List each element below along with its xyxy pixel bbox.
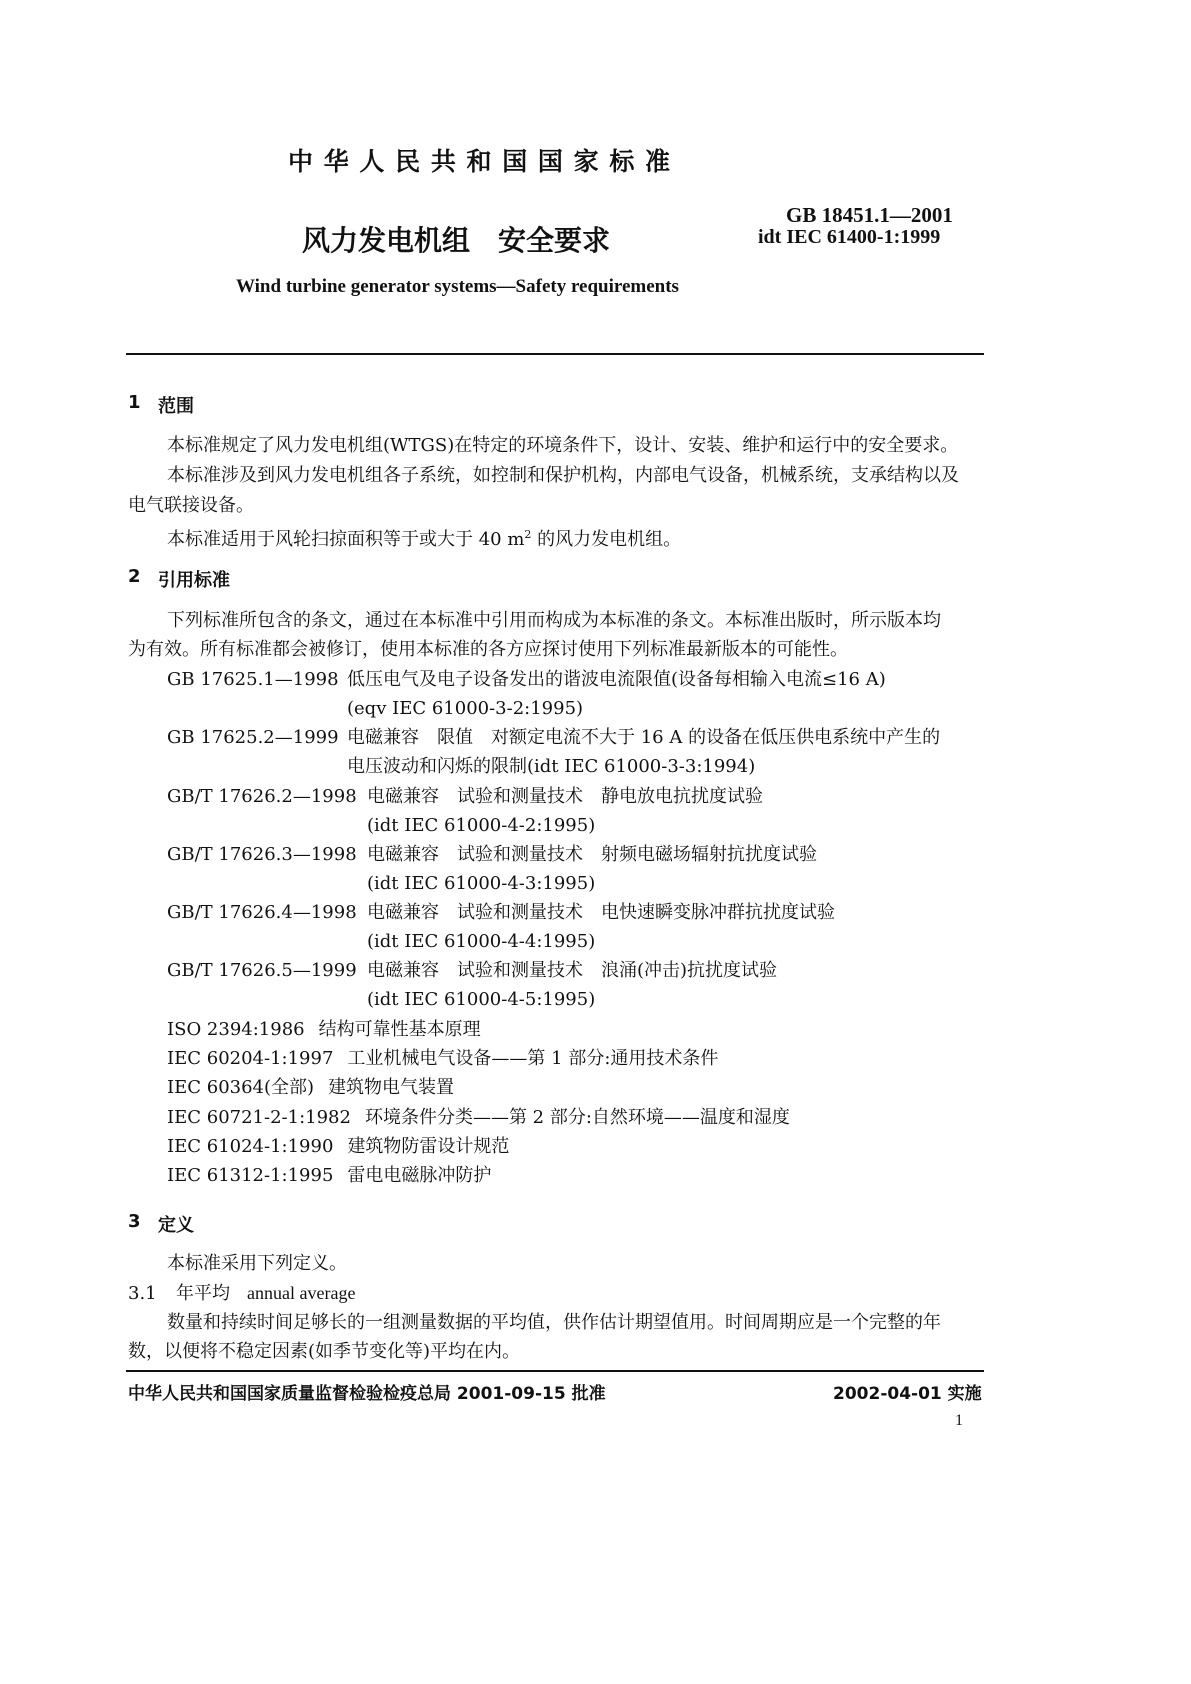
reference-title: 环境条件分类——第 2 部分:自然环境——温度和湿度	[364, 1107, 790, 1128]
reference-equivalence: (idt IEC 61000-4-3:1995)	[367, 873, 596, 894]
reference-code: GB/T 17626.5—1999	[167, 960, 357, 981]
reference-entry	[167, 1043, 718, 1074]
reference-code: GB/T 17626.2—1998	[167, 786, 357, 807]
reference-code: GB 17625.2—1999	[167, 727, 339, 748]
reference-entry	[167, 1131, 509, 1162]
section-1-paragraph-2-line-2: 电气联接设备。	[128, 495, 254, 516]
p3-text-pre: 本标准适用于风轮扫掠面积等于或大于 40 m	[167, 529, 525, 550]
reference-equivalence: 电压波动和闪烁的限制(idt IEC 61000-3-3:1994)	[347, 756, 756, 777]
reference-title: 电磁兼容 试验和测量技术 射频电磁场辐射抗扰度试验	[367, 844, 817, 865]
reference-code: GB/T 17626.3—1998	[167, 844, 357, 865]
definition-text-line-2: 数，以便将不稳定因素(如季节变化等)平均在内。	[128, 1341, 521, 1362]
reference-title: 电磁兼容 试验和测量技术 静电放电抗扰度试验	[367, 786, 763, 807]
document-title-en: Wind turbine generator systems—Safety requirements	[236, 276, 679, 297]
section-3-intro: 本标准采用下列定义。	[167, 1253, 347, 1274]
reference-code: IEC 61312-1:1995	[167, 1165, 334, 1186]
p3-superscript: 2	[524, 528, 532, 541]
reference-title: 电磁兼容 试验和测量技术 电快速瞬变脉冲群抗扰度试验	[367, 902, 835, 923]
reference-title: 低压电气及电子设备发出的谐波电流限值(设备每相输入电流≤16 A)	[347, 669, 886, 690]
section-1-paragraph-1: 本标准规定了风力发电机组(WTGS)在特定的环境条件下，设计、安装、维护和运行中的安全要求。	[167, 435, 959, 456]
section-2-intro-line-1: 下列标准所包含的条文，通过在本标准中引用而构成为本标准的条文。本标准出版时，所示版本均	[167, 610, 941, 631]
definition-term-en: annual average	[247, 1283, 356, 1303]
reference-code: GB 17625.1—1998	[167, 669, 339, 690]
standard-number: GB 18451.1—2001	[786, 203, 953, 227]
reference-entry	[167, 1014, 481, 1045]
reference-code: IEC 60204-1:1997	[167, 1048, 334, 1069]
section-1-heading: 范围	[158, 396, 194, 417]
header-rule	[126, 353, 984, 355]
p3-text-post: 的风力发电机组。	[531, 529, 682, 550]
reference-title: 电磁兼容 试验和测量技术 浪涌(冲击)抗扰度试验	[367, 960, 778, 981]
definition-text-line-1: 数量和持续时间足够长的一组测量数据的平均值，供作估计期望值用。时间周期应是一个完整的年	[167, 1312, 941, 1333]
reference-title: 建筑物电气装置	[328, 1077, 455, 1098]
reference-title: 结构可靠性基本原理	[318, 1019, 481, 1040]
standard-equivalence: idt IEC 61400-1:1999	[758, 226, 941, 248]
reference-code: GB/T 17626.4—1998	[167, 902, 357, 923]
reference-equivalence: (idt IEC 61000-4-4:1995)	[367, 931, 596, 952]
section-1-number: 1	[128, 392, 141, 413]
reference-entry	[167, 1160, 491, 1191]
section-3-heading: 定义	[158, 1215, 194, 1236]
document-title-cn: 风力发电机组 安全要求	[302, 224, 611, 257]
reference-code: IEC 61024-1:1990	[167, 1136, 334, 1157]
section-3-number: 3	[128, 1211, 141, 1232]
approval-line: 中华人民共和国国家质量监督检验检疫总局 2001-09-15 批准	[128, 1384, 606, 1404]
national-standard-heading: 中 华 人 民 共 和 国 国 家 标 准	[288, 147, 672, 176]
reference-title: 电磁兼容 限值 对额定电流不大于 16 A 的设备在低压供电系统中产生的	[347, 727, 941, 748]
reference-title: 建筑物防雷设计规范	[347, 1136, 510, 1157]
section-1-paragraph-3	[167, 519, 681, 555]
reference-equivalence: (idt IEC 61000-4-5:1995)	[367, 989, 596, 1010]
definition-term-cn: 年平均	[176, 1283, 230, 1304]
section-2-number: 2	[128, 566, 141, 587]
reference-code: IEC 60364(全部)	[167, 1077, 315, 1098]
reference-title: 工业机械电气设备——第 1 部分:通用技术条件	[347, 1048, 719, 1069]
section-1-paragraph-2-line-1: 本标准涉及到风力发电机组各子系统，如控制和保护机构，内部电气设备，机械系统，支承结构以及	[167, 465, 959, 486]
reference-title: 雷电电磁脉冲防护	[347, 1165, 492, 1186]
reference-equivalence: (eqv IEC 61000-3-2:1995)	[347, 698, 584, 719]
reference-entry	[167, 1102, 790, 1133]
effective-date: 2002-04-01 实施	[833, 1384, 982, 1404]
reference-equivalence: (idt IEC 61000-4-2:1995)	[367, 815, 596, 836]
definition-number: 3.1	[128, 1283, 157, 1304]
reference-entry	[167, 1072, 454, 1103]
reference-code: ISO 2394:1986	[167, 1019, 305, 1040]
section-2-heading: 引用标准	[158, 570, 230, 591]
footer-rule	[126, 1370, 984, 1372]
reference-code: IEC 60721-2-1:1982	[167, 1107, 351, 1128]
section-2-intro-line-2: 为有效。所有标准都会被修订，使用本标准的各方应探讨使用下列标准最新版本的可能性。	[128, 639, 848, 660]
page-number: 1	[955, 1412, 963, 1429]
